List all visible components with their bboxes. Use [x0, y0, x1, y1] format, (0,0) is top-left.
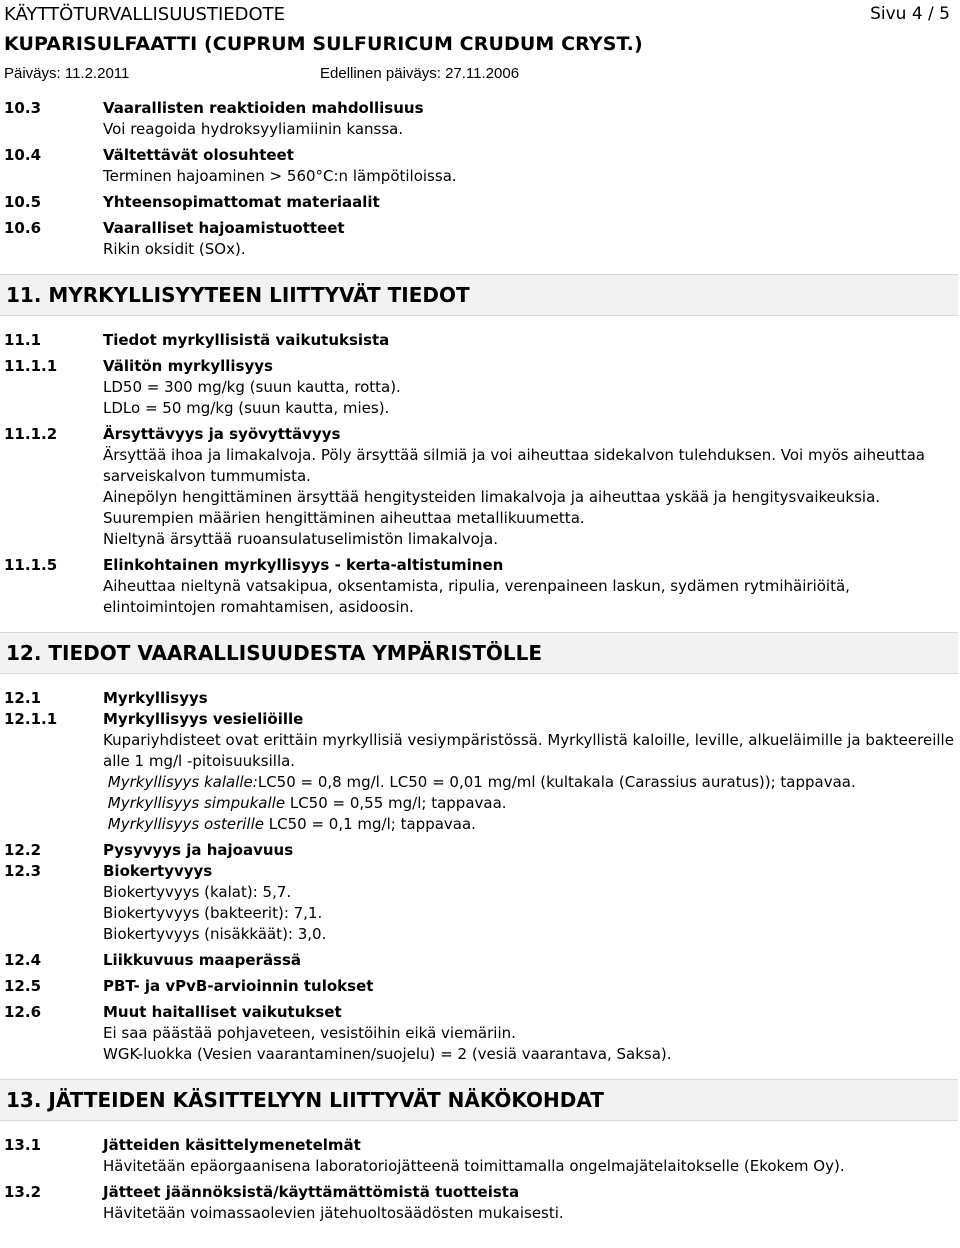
subsection-number: 12.6 [4, 1003, 42, 1021]
subsection-13-1 [4, 1135, 958, 1177]
subsection-10-5 [4, 192, 958, 213]
date-line [4, 63, 520, 84]
subsection-10-6 [4, 218, 958, 260]
subsection-number: 12.4 [4, 951, 42, 969]
subsection-11-1-2 [4, 424, 958, 550]
text-line: Biokertyvyys (bakteerit): 7,1. [103, 904, 323, 922]
section-heading-11: 11. MYRKYLLISYYTEEN LIITTYVÄT TIEDOT [0, 274, 958, 316]
subsection-12-2 [4, 840, 958, 861]
subsection-number: 10.4 [4, 146, 42, 164]
subsection-title: Vaarallisten reaktioiden mahdollisuus [103, 99, 424, 117]
toxicity-value: LC50 = 0,8 mg/l. LC50 = 0,01 mg/ml (kultakala (Carassius auratus)); tappavaa. [257, 773, 856, 791]
toxicity-value: LC50 = 0,1 mg/l; tappavaa. [268, 815, 476, 833]
subsection-title: Elinkohtainen myrkyllisyys - kerta-altistuminen [103, 556, 504, 574]
toxicity-label: Myrkyllisyys osterille [107, 815, 264, 833]
toxicity-label: Myrkyllisyys simpukalle [107, 794, 286, 812]
toxicity-fish [103, 772, 958, 793]
subsection-number: 11.1 [4, 331, 42, 349]
subsection-12-5 [4, 976, 958, 997]
subsection-12-6 [4, 1002, 958, 1065]
text-line: Biokertyvyys (kalat): 5,7. [103, 883, 292, 901]
text-line: Hävitetään epäorgaanisena laboratoriojätteenä toimittamalla ongelmajätelaitokselle (Ekokem Oy). [103, 1157, 845, 1175]
subsection-title: Välitön myrkyllisyys [103, 357, 273, 375]
text-line: Hävitetään voimassaolevien jätehuoltosäädösten mukaisesti. [103, 1204, 564, 1222]
text-line: Suurempien määrien hengittäminen aiheuttaa metallikuumetta. [103, 509, 585, 527]
text-line: Aiheuttaa nieltynä vatsakipua, oksentamista, ripulia, verenpaineen laskun, sydämen rytmihäiriöitä, elintoimintojen romahtamisen, asidoosin. [103, 577, 850, 616]
text-line: LD50 = 300 mg/kg (suun kautta, rotta). [103, 378, 401, 396]
subsection-number: 11.1.2 [4, 425, 58, 443]
section-heading-12: 12. TIEDOT VAARALLISUUDESTA YMPÄRISTÖLLE [0, 632, 958, 674]
subsection-title: Vaaralliset hajoamistuotteet [103, 219, 345, 237]
subsection-number: 12.1 [4, 689, 42, 707]
subsection-text: Rikin oksidit (SOx). [103, 240, 246, 258]
subsection-number: 10.5 [4, 193, 42, 211]
text-line: Kupariyhdisteet ovat erittäin myrkyllisiä vesiympäristössä. Myrkyllistä kaloille, leville, alkueläimille ja bakteereille alle 1 mg/l -pitoisuuksilla. [103, 731, 954, 770]
subsection-title: Liikkuvuus maaperässä [103, 951, 302, 969]
subsection-number: 10.3 [4, 99, 42, 117]
subsection-title: PBT- ja vPvB-arvioinnin tulokset [103, 977, 374, 995]
subsection-number: 11.1.5 [4, 556, 58, 574]
subsection-title: Muut haitalliset vaikutukset [103, 1003, 342, 1021]
page-number: Sivu 4 / 5 [870, 4, 950, 24]
text-line: WGK-luokka (Vesien vaarantaminen/suojelu) = 2 (vesiä vaarantava, Saksa). [103, 1045, 672, 1063]
text-line: Ei saa päästää pohjaveteen, vesistöihin eikä viemäriin. [103, 1024, 516, 1042]
subsection-number: 11.1.1 [4, 357, 58, 375]
subsection-title: Myrkyllisyys [103, 689, 208, 707]
toxicity-mussel [103, 793, 958, 814]
previous-date: Edellinen päiväys: 27.11.2006 [320, 65, 520, 82]
toxicity-oyster [103, 814, 958, 835]
subsection-title: Pysyvyys ja hajoavuus [103, 841, 294, 859]
subsection-number: 12.1.1 [4, 710, 58, 728]
subsection-number: 12.3 [4, 862, 42, 880]
subsection-text: Voi reagoida hydroksyyliamiinin kanssa. [103, 120, 404, 138]
subsection-11-1-5 [4, 555, 958, 618]
subsection-title: Jätteiden käsittelymenetelmät [103, 1136, 361, 1154]
subsection-10-3 [4, 98, 958, 140]
subsection-12-1-1 [4, 709, 958, 835]
subsection-number: 12.2 [4, 841, 42, 859]
subsection-12-3 [4, 861, 958, 945]
subsection-13-2 [4, 1182, 958, 1224]
section-heading-13: 13. JÄTTEIDEN KÄSITTELYYN LIITTYVÄT NÄKÖKOHDAT [0, 1079, 958, 1121]
text-line: Ainepölyn hengittäminen ärsyttää hengitysteiden limakalvoja ja aiheuttaa yskää ja hengitysvaikeuksia. [103, 488, 881, 506]
text-line: LDLo = 50 mg/kg (suun kautta, mies). [103, 399, 390, 417]
subsection-title: Vältettävät olosuhteet [103, 146, 294, 164]
subsection-10-4 [4, 145, 958, 187]
toxicity-value: LC50 = 0,55 mg/l; tappavaa. [289, 794, 507, 812]
product-name: KUPARISULFAATTI (CUPRUM SULFURICUM CRUDUM CRYST.) [4, 33, 643, 55]
subsection-title: Myrkyllisyys vesieliöille [103, 710, 304, 728]
subsection-title: Yhteensopimattomat materiaalit [103, 193, 380, 211]
current-date: Päiväys: 11.2.2011 [4, 65, 130, 82]
subsection-11-1 [4, 330, 958, 351]
subsection-number: 13.2 [4, 1183, 42, 1201]
subsection-title: Ärsyttävyys ja syövyttävyys [103, 425, 341, 443]
subsection-title: Jätteet jäännöksistä/käyttämättömistä tuotteista [103, 1183, 520, 1201]
subsection-12-1 [4, 688, 958, 709]
subsection-11-1-1 [4, 356, 958, 419]
text-line: Biokertyvyys (nisäkkäät): 3,0. [103, 925, 327, 943]
text-line: Ärsyttää ihoa ja limakalvoja. Pöly ärsyttää silmiä ja voi aiheuttaa sidekalvon tulehduksen. Voi myös aiheuttaa sarveiskalvon tummumista. [103, 446, 925, 485]
doc-type-title: KÄYTTÖTURVALLISUUSTIEDOTE [4, 4, 286, 25]
text-line: Nieltynä ärsyttää ruoansulatuselimistön limakalvoja. [103, 530, 499, 548]
subsection-number: 13.1 [4, 1136, 42, 1154]
subsection-title: Tiedot myrkyllisistä vaikutuksista [103, 331, 390, 349]
subsection-number: 12.5 [4, 977, 42, 995]
subsection-title: Biokertyvyys [103, 862, 213, 880]
document-content [4, 98, 958, 1229]
subsection-12-4 [4, 950, 958, 971]
subsection-text: Terminen hajoaminen > 560°C:n lämpötiloissa. [103, 167, 457, 185]
subsection-number: 10.6 [4, 219, 42, 237]
toxicity-label: Myrkyllisyys kalalle: [107, 773, 258, 791]
